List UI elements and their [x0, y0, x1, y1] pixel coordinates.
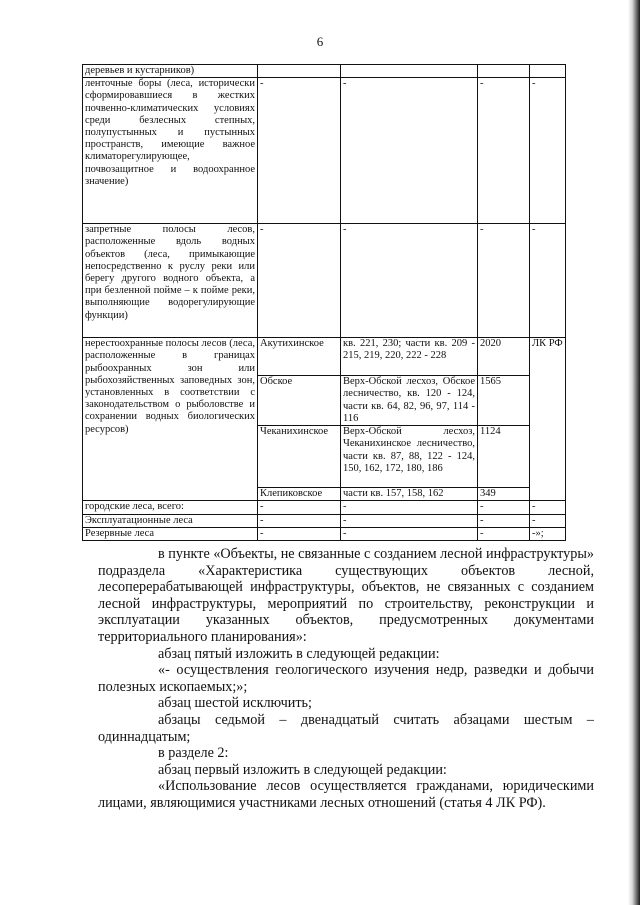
cell-lesnichestvo: Обское: [258, 376, 341, 426]
cell-area: 1565: [478, 376, 530, 426]
table-row: [83, 514, 566, 527]
cell-kvartaly: Верх-Обской лесхоз, Чеканихинское лесничество, части кв. 87, 88, 122 - 124, 150, 162, 172, 180, 186: [341, 426, 478, 488]
cell-kvartaly: части кв. 157, 158, 162: [341, 488, 478, 501]
cell-name: запретные полосы лесов, расположенные вдоль водных объектов (леса, примыкающие непосредственно к руслу реки или берегу другого водного объекта, а при безленной пойме – к пойме реки, выполняющие водорегулирующие функции): [83, 224, 258, 338]
cell-area: -: [478, 224, 530, 338]
cell-area: [478, 65, 530, 78]
cell-document: -: [530, 514, 566, 527]
cell-name: Резервные леса: [83, 527, 258, 540]
table-row: [83, 78, 566, 224]
paragraph: абзацы седьмой – двенадцатый считать абзацами шестым – одиннадцатым;: [98, 711, 594, 745]
table-row: [83, 224, 566, 338]
cell-lesnichestvo: Клепиковское: [258, 488, 341, 501]
cell-name: нерестоохранные полосы лесов (леса, расположенные в границах рыбоохранных зон или рыбохозяйственных заповедных зон, установленных в соответствии с законодательством о рыболовстве и сохранении водных биологических ресурсов): [83, 338, 258, 501]
cell-document: [530, 65, 566, 78]
cell-document: -»;: [530, 527, 566, 540]
cell-name: Эксплуатационные леса: [83, 514, 258, 527]
cell-kvartaly: Верх-Обской лесхоз, Обское лесничество, кв. 120 - 124, части кв. 64, 82, 96, 97, 114 - 116: [341, 376, 478, 426]
cell-area: 349: [478, 488, 530, 501]
cell-lesnichestvo: -: [258, 78, 341, 224]
paragraph: «- осуществления геологического изучения недр, разведки и добычи полезных ископаемых;»;: [98, 662, 594, 695]
paragraph: в разделе 2:: [158, 745, 229, 762]
cell-area: -: [478, 514, 530, 527]
cell-kvartaly: кв. 221, 230; части кв. 209 - 215, 219, 220, 222 - 228: [341, 338, 478, 376]
cell-name: деревьев и кустарников): [83, 65, 258, 78]
body-text: [98, 546, 594, 812]
cell-name: городские леса, всего:: [83, 501, 258, 514]
cell-document: -: [530, 78, 566, 224]
table-row: [83, 501, 566, 514]
cell-kvartaly: -: [341, 501, 478, 514]
cell-lesnichestvo: Акутихинское: [258, 338, 341, 376]
cell-kvartaly: -: [341, 514, 478, 527]
cell-lesnichestvo: -: [258, 527, 341, 540]
cell-name: ленточные боры (леса, исторически сформировавшиеся в жестких почвенно-климатических условиях среди безлесных степных, полупустынных и пустынных пространств, имеющие важное климаторегулирующее, почвозащитное и водоохранное значение): [83, 78, 258, 224]
forest-table: [82, 64, 566, 541]
cell-area: 1124: [478, 426, 530, 488]
table-row: [83, 338, 566, 376]
cell-document: ЛК РФ: [530, 338, 566, 501]
paragraph: абзац пятый изложить в следующей редакции:: [158, 645, 440, 662]
paragraph: абзац первый изложить в следующей редакции:: [158, 761, 447, 778]
cell-area: -: [478, 527, 530, 540]
cell-lesnichestvo: -: [258, 501, 341, 514]
paragraph: абзац шестой исключить;: [158, 695, 312, 712]
cell-kvartaly: -: [341, 527, 478, 540]
cell-document: -: [530, 224, 566, 338]
page-number: 6: [316, 34, 324, 49]
paragraph: в пункте «Объекты, не связанные с созданием лесной инфраструктуры» подраздела «Характеристика существующих объектов лесной, лесоперерабатывающей инфраструктуры, объектов, не связанных с созданием лесной инфраструктуры, мероприятий по строительству, реконструкции и эксплуатации указанных объектов, предусмотренных документами территориального планирования»:: [98, 546, 594, 645]
cell-lesnichestvo: Чеканихинское: [258, 426, 341, 488]
cell-area: 2020: [478, 338, 530, 376]
cell-lesnichestvo: -: [258, 224, 341, 338]
cell-kvartaly: [341, 65, 478, 78]
cell-area: -: [478, 501, 530, 514]
scan-edge: [628, 0, 640, 905]
cell-lesnichestvo: -: [258, 514, 341, 527]
cell-kvartaly: -: [341, 224, 478, 338]
cell-document: -: [530, 501, 566, 514]
cell-kvartaly: -: [341, 78, 478, 224]
cell-area: -: [478, 78, 530, 224]
table-row: [83, 65, 566, 78]
cell-lesnichestvo: [258, 65, 341, 78]
table-row: [83, 527, 566, 540]
paragraph: «Использование лесов осуществляется гражданами, юридическими лицами, являющимися участниками лесных отношений (статья 4 ЛК РФ).: [98, 778, 594, 811]
